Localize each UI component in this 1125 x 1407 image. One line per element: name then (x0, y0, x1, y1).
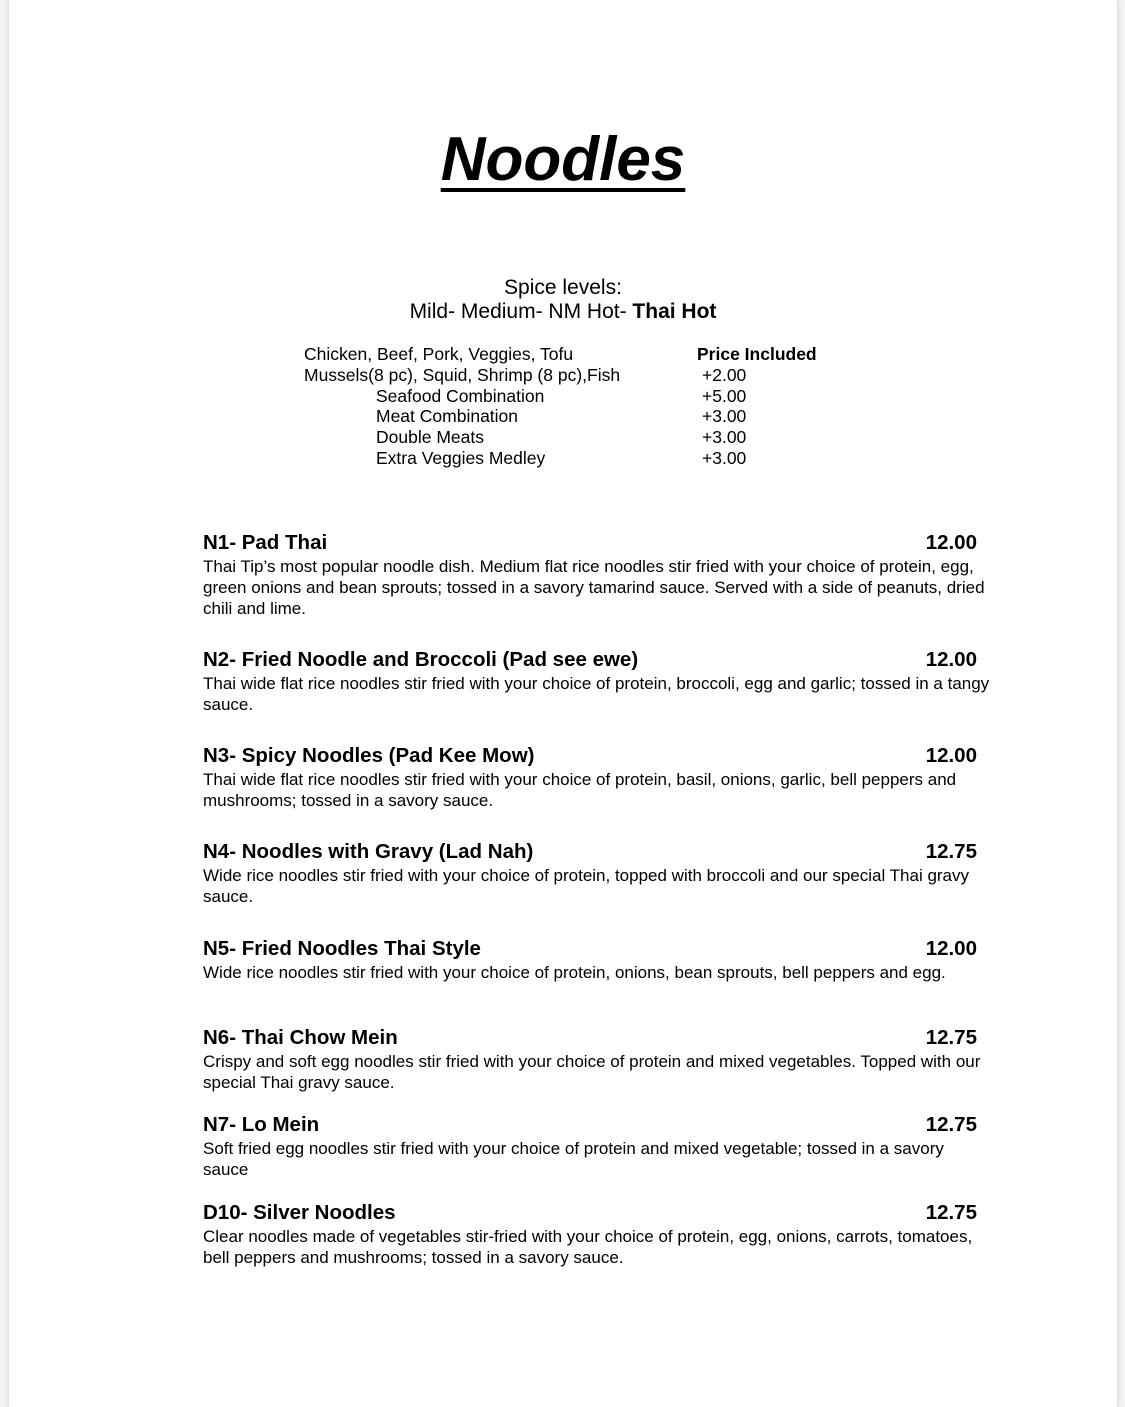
protein-row (304, 427, 864, 448)
protein-row (304, 448, 864, 469)
spice-level-thai-hot: Thai Hot (632, 300, 717, 323)
menu-item-n1 (203, 530, 991, 619)
protein-header-row (304, 344, 864, 365)
protein-option: Mussels(8 pc), Squid, Shrimp (8 pc),Fish (304, 364, 621, 385)
menu-item-price: 12.00 (925, 531, 977, 554)
menu-item-header (203, 647, 991, 673)
menu-item-description: Thai Tip’s most popular noodle dish. Medium flat rice noodles stir fried with your choice of protein, egg, green onions and bean sprouts; tossed in a savory tamarind sauce. Served with a side of peanuts, dried chili and lime. (203, 557, 985, 618)
menu-item-name: N2- Fried Noodle and Broccoli (Pad see ewe) (203, 648, 639, 671)
protein-option: Extra Veggies Medley (376, 447, 546, 468)
menu-item-n3 (203, 743, 991, 811)
menu-item-name: N4- Noodles with Gravy (Lad Nah) (203, 840, 534, 863)
menu-item-name: N7- Lo Mein (203, 1113, 320, 1136)
menu-item-n5 (203, 936, 991, 983)
page-title: Noodles (440, 125, 686, 194)
menu-item-header (203, 1200, 991, 1226)
menu-item-price: 12.75 (925, 1026, 977, 1049)
menu-item-header (203, 1112, 991, 1138)
menu-item-header (203, 839, 991, 865)
menu-item-n2 (203, 647, 991, 715)
menu-item-header (203, 1025, 991, 1051)
menu-item-description: Wide rice noodles stir fried with your choice of protein, topped with broccoli and our special Thai gravy sauce. (203, 866, 970, 906)
menu-item-description: Thai wide flat rice noodles stir fried with your choice of protein, basil, onions, garlic, bell peppers and mushrooms; tossed in a savory sauce. (203, 770, 957, 810)
menu-item-price: 12.75 (925, 840, 977, 863)
menu-item-n6 (203, 1025, 991, 1093)
menu-item-price: 12.00 (925, 937, 977, 960)
menu-item-price: 12.00 (925, 744, 977, 767)
menu-item-name: D10- Silver Noodles (203, 1201, 396, 1224)
menu-item-description: Crispy and soft egg noodles stir fried with your choice of protein and mixed vegetables. Topped with our special Thai gravy sauce. (203, 1052, 981, 1092)
price-included-label: Price Included (697, 344, 817, 364)
spice-levels-line (9, 299, 1117, 325)
protein-surcharge: +3.00 (702, 447, 747, 468)
protein-surcharge: +5.00 (702, 385, 747, 406)
protein-surcharge: +3.00 (702, 406, 747, 427)
protein-options-included: Chicken, Beef, Pork, Veggies, Tofu (304, 344, 574, 364)
menu-item-name: N1- Pad Thai (203, 531, 328, 554)
menu-item-description: Soft fried egg noodles stir fried with your choice of protein and mixed vegetable; tossed in a savory sauce (203, 1139, 944, 1179)
menu-item-description: Thai wide flat rice noodles stir fried with your choice of protein, broccoli, egg and garlic; tossed in a tangy sauce. (203, 674, 990, 714)
spice-levels-heading: Spice levels: (504, 276, 622, 299)
protein-row (304, 386, 864, 407)
menu-item-description: Wide rice noodles stir fried with your choice of protein, onions, bean sprouts, bell peppers and egg. (203, 963, 946, 982)
protein-option: Double Meats (376, 427, 484, 448)
protein-row (304, 406, 864, 427)
protein-surcharge: +2.00 (702, 364, 747, 385)
menu-item-name: N3- Spicy Noodles (Pad Kee Mow) (203, 744, 535, 767)
menu-item-header (203, 530, 991, 556)
menu-item-price: 12.75 (925, 1201, 977, 1224)
menu-item-description: Clear noodles made of vegetables stir-fried with your choice of protein, egg, onions, carrots, tomatoes, bell peppers and mushrooms; tossed in a savory sauce. (203, 1227, 973, 1267)
protein-price-table (304, 344, 864, 469)
menu-item-name: N6- Thai Chow Mein (203, 1026, 398, 1049)
menu-item-d10 (203, 1200, 991, 1268)
protein-option: Seafood Combination (376, 385, 545, 406)
menu-item-name: N5- Fried Noodles Thai Style (203, 937, 481, 960)
protein-option: Meat Combination (376, 406, 519, 427)
menu-item-header (203, 936, 991, 962)
menu-item-header (203, 743, 991, 769)
menu-page (9, 0, 1117, 1407)
menu-item-price: 12.00 (925, 648, 977, 671)
protein-surcharge: +3.00 (702, 427, 747, 448)
spice-levels-text: Mild- Medium- NM Hot- (409, 300, 633, 323)
menu-item-n7 (203, 1112, 991, 1180)
menu-item-n4 (203, 839, 991, 907)
menu-item-price: 12.75 (925, 1113, 977, 1136)
protein-row (304, 365, 864, 386)
